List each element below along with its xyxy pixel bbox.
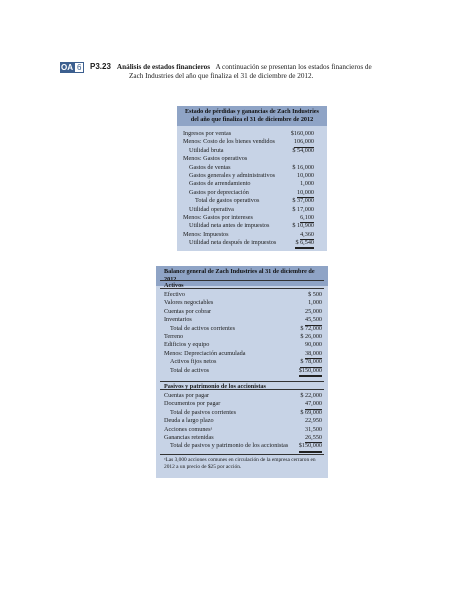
row-amount: $ 6,540 <box>295 239 314 249</box>
row-label: Gastos de arrendamiento <box>189 180 251 188</box>
row-amount: $ 26,000 <box>300 332 322 340</box>
income-row <box>183 206 314 214</box>
row-label: Utilidad bruta <box>189 146 224 154</box>
income-statement-body <box>183 130 314 247</box>
row-amount: 26,550 <box>305 434 322 443</box>
asset-row <box>164 367 322 375</box>
row-amount: $ 16,000 <box>292 163 314 171</box>
income-row <box>183 189 314 197</box>
row-label: Cuentas por cobrar <box>164 307 212 315</box>
footnote-divider <box>160 454 324 455</box>
row-amount: $ 17,000 <box>292 205 314 213</box>
row-amount: $150,000 <box>299 442 322 452</box>
row-label: Total de activos corrientes <box>170 324 236 332</box>
row-label: Activos fijos netos <box>170 358 217 366</box>
income-row <box>183 130 314 138</box>
row-label: Menos: Costo de los bienes vendidos <box>183 138 275 146</box>
problem-statement <box>90 62 420 81</box>
assets-body <box>164 291 322 375</box>
row-amount: 6,100 <box>300 214 314 223</box>
row-amount: $ 22,000 <box>300 392 322 399</box>
income-row <box>183 138 314 146</box>
row-label: Acciones comunesᵃ <box>164 425 213 433</box>
row-label: Gastos generales y administrativos <box>189 171 276 179</box>
row-amount: 1,000 <box>308 299 322 307</box>
row-amount: 25,000 <box>304 307 322 315</box>
income-row <box>183 214 314 222</box>
row-amount: $ 78,000 <box>300 358 322 367</box>
liabilities-body <box>164 392 322 451</box>
problem-text-line1: A continuación se presentan los estados financieros de <box>215 63 372 71</box>
liability-row <box>164 392 322 400</box>
assets-heading: Activos <box>160 280 324 289</box>
row-amount: 10,000 <box>296 171 314 179</box>
row-amount: $ 72,000 <box>300 324 322 332</box>
liability-row <box>164 434 322 442</box>
liability-row <box>164 400 322 408</box>
row-amount: 31,500 <box>304 425 322 433</box>
income-row <box>183 222 314 230</box>
row-label: Total de gastos operativos <box>195 197 260 205</box>
badge-number: 6 <box>74 62 84 73</box>
row-label: Total de pasivos y patrimonio de los accionistas <box>170 442 289 450</box>
income-row <box>183 197 314 205</box>
footnote-line2: 2012 a un precio de $25 por acción. <box>164 464 242 470</box>
row-label: Utilidad operativa <box>189 205 234 213</box>
row-amount: 22,950 <box>304 417 322 425</box>
row-amount: $150,000 <box>299 367 322 377</box>
asset-row <box>164 358 322 366</box>
row-amount: 90,000 <box>304 341 322 349</box>
row-amount: 45,500 <box>305 316 322 325</box>
liability-row <box>164 426 322 434</box>
liability-row <box>164 417 322 425</box>
badge-oa-label: OA <box>61 63 73 72</box>
asset-row <box>164 316 322 324</box>
row-label: Terreno <box>164 332 184 340</box>
asset-row <box>164 333 322 341</box>
row-label: Utilidad neta después de impuestos <box>189 239 277 247</box>
row-amount: $ 37,000 <box>292 197 314 205</box>
asset-row <box>164 299 322 307</box>
income-row <box>183 164 314 172</box>
row-amount: 1,000 <box>300 180 314 188</box>
asset-row <box>164 350 322 358</box>
income-row <box>183 239 314 247</box>
income-row <box>183 180 314 188</box>
row-label: Utilidad neta antes de impuestos <box>189 222 270 230</box>
asset-row <box>164 308 322 316</box>
row-amount: $ 69,000 <box>300 408 322 416</box>
asset-row <box>164 325 322 333</box>
row-label: Total de pasivos corrientes <box>170 408 237 416</box>
asset-row <box>164 341 322 349</box>
problem-title: Análisis de estados financieros <box>116 63 211 71</box>
row-amount: $160,000 <box>290 130 314 137</box>
row-label: Total de activos <box>170 366 210 374</box>
row-label: Ganancias retenidas <box>164 433 214 441</box>
row-amount: 38,000 <box>305 350 322 359</box>
row-amount: 4,360 <box>300 231 314 240</box>
problem-text-line2: Zach Industries del año que finaliza el 31 de diciembre de 2012. <box>129 72 314 80</box>
balance-sheet-title: Balance general de Zach Industries al 31 de diciembre de 2012 <box>156 266 328 286</box>
row-label: Edificios y equipo <box>164 341 210 349</box>
income-statement-header <box>177 106 327 126</box>
problem-number: P3.23 <box>90 62 111 71</box>
row-label: Menos: Impuestos <box>183 230 229 238</box>
row-amount: 106,000 <box>294 138 314 147</box>
income-row <box>183 172 314 180</box>
row-amount: $ 10,900 <box>292 222 314 230</box>
liabilities-heading: Pasivos y patrimonio de los accionistas <box>160 381 324 390</box>
row-label: Efectivo <box>164 291 185 298</box>
asset-row <box>164 291 322 299</box>
row-label: Menos: Gastos operativos <box>183 155 248 163</box>
income-row <box>183 147 314 155</box>
income-statement <box>177 106 327 251</box>
row-label: Gastos de ventas <box>189 163 231 171</box>
row-label: Menos: Depreciación acumulada <box>164 349 246 357</box>
liability-row <box>164 442 322 450</box>
row-label: Documentos por pagar <box>164 400 221 408</box>
income-row <box>183 155 314 163</box>
row-amount: $ 500 <box>308 291 322 298</box>
learning-objective-badge <box>60 62 84 73</box>
row-amount: 10,000 <box>297 189 314 198</box>
row-label: Deuda a largo plazo <box>164 417 214 425</box>
balance-sheet <box>156 266 328 478</box>
row-label: Inventarios <box>164 316 192 324</box>
liability-row <box>164 409 322 417</box>
income-row <box>183 231 314 239</box>
income-title-line2: del año que finaliza el 31 de diciembre de 2012 <box>190 116 314 123</box>
row-amount: $ 54,000 <box>292 146 314 154</box>
row-label: Menos: Gastos por intereses <box>183 213 253 221</box>
footnote-line1: ᵃLas 3,000 acciones comunes en circulación de la empresa cerraron en <box>164 457 316 463</box>
row-label: Gastos por depreciación <box>189 188 249 196</box>
row-label: Ingresos por ventas <box>183 130 232 137</box>
row-label: Valores negociables <box>164 299 214 307</box>
row-amount: 47,000 <box>305 400 322 409</box>
balance-footnote <box>164 457 324 471</box>
income-title-line1: Estado de pérdidas y ganancias de Zach Industries <box>185 108 319 115</box>
row-label: Cuentas por pagar <box>164 392 210 399</box>
